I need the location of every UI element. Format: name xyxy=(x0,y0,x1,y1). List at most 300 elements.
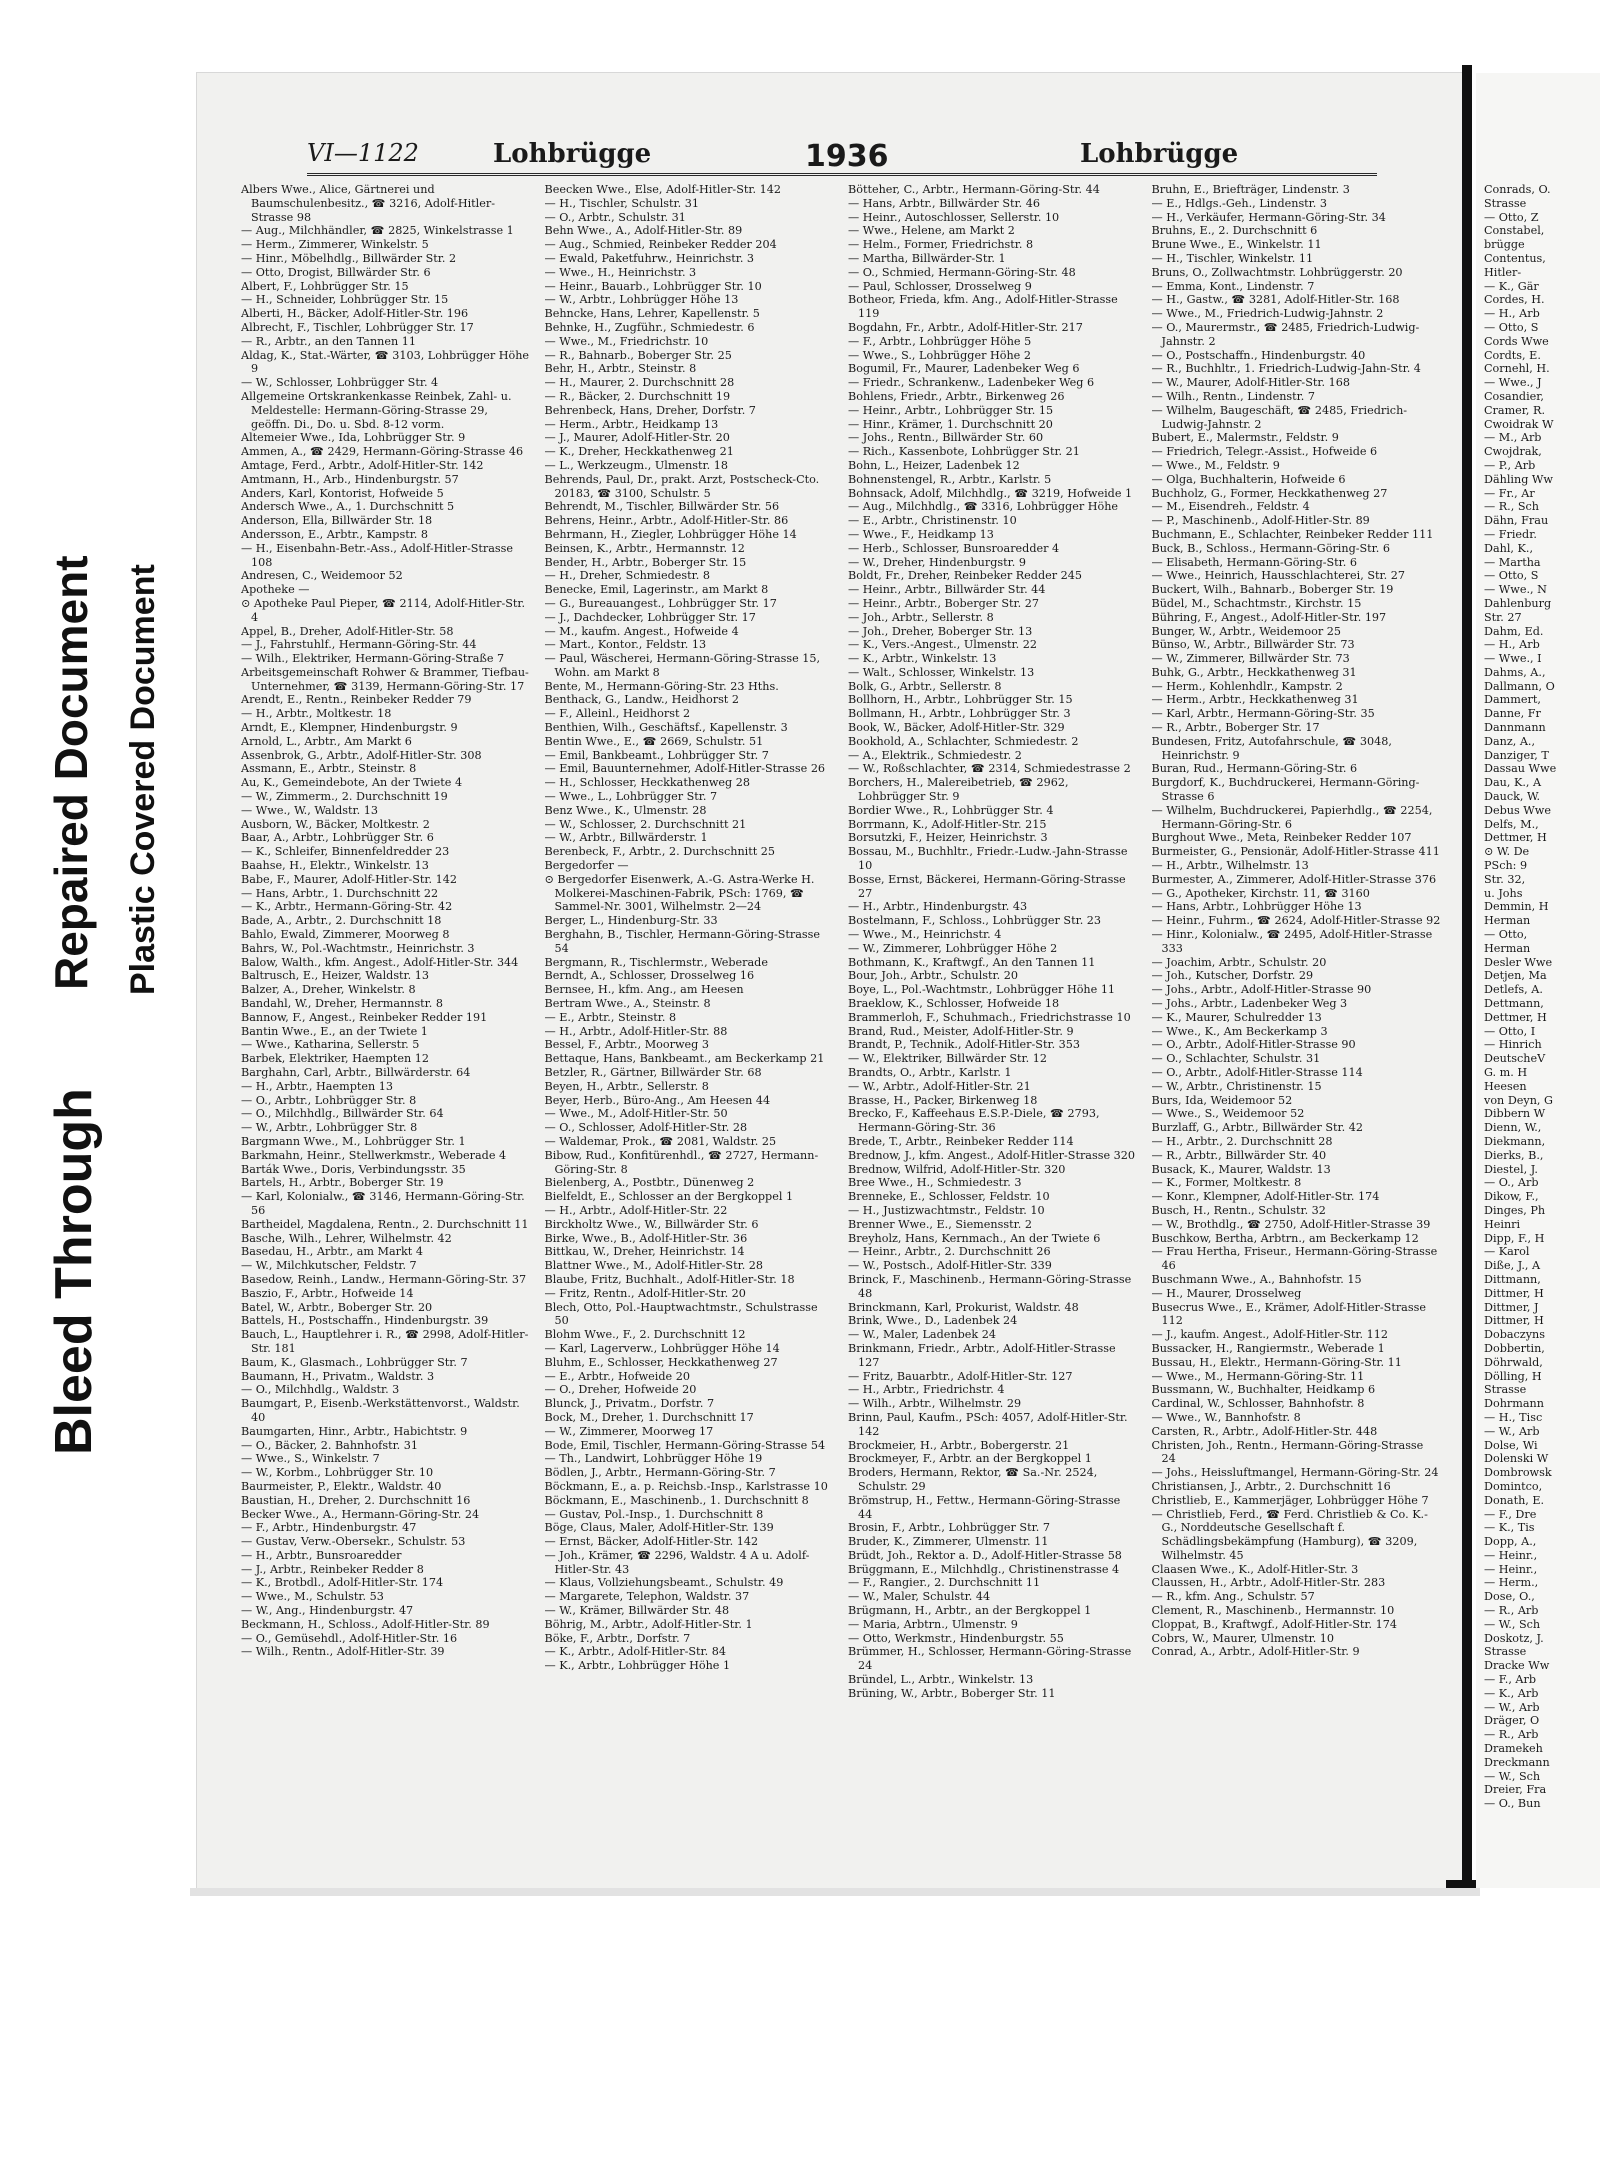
directory-entry: Behrenbeck, Hans, Dreher, Dorfstr. 7 xyxy=(544,403,756,417)
directory-entry: — O., Arbtr., Schulstr. 31 xyxy=(544,210,686,224)
adjacent-page-line: Delfs, M., xyxy=(1484,817,1539,831)
directory-entry: Bartels, H., Arbtr., Boberger Str. 19 xyxy=(241,1176,444,1190)
adjacent-page-line: Cornehl, H. xyxy=(1484,362,1550,376)
directory-entry: — H., Schneider, Lohbrügger Str. 15 xyxy=(241,293,449,307)
adjacent-page-line: Dittmer, H xyxy=(1484,1286,1544,1300)
page-gutter xyxy=(1462,65,1472,1895)
directory-entry: — Mart., Kontor., Feldstr. 13 xyxy=(544,638,707,652)
directory-entry: Altemeier Wwe., Ida, Lohbrügger Str. 9 xyxy=(241,431,466,445)
adjacent-page-line: Dettmer, H xyxy=(1484,831,1547,845)
directory-entry: Cloppat, B., Kraftwgf., Adolf-Hitler-Str. 174 xyxy=(1151,1617,1397,1631)
directory-entry: Bruhn, E., Briefträger, Lindenstr. 3 xyxy=(1151,183,1350,196)
directory-entry: Bossau, M., Buchhltr., Friedr.-Ludw.-Jahn-Strasse 10 xyxy=(848,845,1128,873)
directory-entry: Beinsen, K., Arbtr., Hermannstr. 12 xyxy=(544,541,745,555)
directory-entry: — Maria, Arbtrn., Ulmenstr. 9 xyxy=(848,1617,1018,1631)
directory-entry: — E., Hdlgs.-Geh., Lindenstr. 3 xyxy=(1151,196,1328,210)
directory-entry: Brandt, P., Technik., Adolf-Hitler-Str. 353 xyxy=(848,1038,1081,1052)
directory-entry: — Herm., Kohlenhdlr., Kampstr. 2 xyxy=(1151,679,1343,693)
directory-entry: — W., Schlosser, 2. Durchschnitt 21 xyxy=(544,817,747,831)
directory-entry: Bogdahn, Fr., Arbtr., Adolf-Hitler-Str. 217 xyxy=(848,320,1083,334)
directory-entry: Berndt, A., Schlosser, Drosselweg 16 xyxy=(544,969,755,983)
directory-entry: — H., Arbtr., Adolf-Hitler-Str. 22 xyxy=(544,1203,728,1217)
directory-entry: Bargmann Wwe., M., Lohbrügger Str. 1 xyxy=(241,1134,466,1148)
directory-entry: Betzler, R., Gärtner, Billwärder Str. 68 xyxy=(544,1066,762,1079)
directory-entry: Basedow, Reinh., Landw., Hermann-Göring-Str. 37 xyxy=(241,1272,527,1286)
directory-entry: Bessel, F., Arbtr., Moorweg 3 xyxy=(544,1038,709,1052)
adjacent-page-line: Dobbertin, xyxy=(1484,1341,1545,1355)
directory-entry: — H., Eisenbahn-Betr.-Ass., Adolf-Hitler-Strasse 108 xyxy=(241,541,514,569)
directory-entry: — W., Krämer, Billwärder Str. 48 xyxy=(544,1604,730,1618)
directory-entry: — Joh., Krämer, ☎ 2296, Waldstr. 4 A u. Adolf-Hitler-Str. 43 xyxy=(544,1548,810,1576)
directory-entry: Amtmann, H., Arb., Hindenburgstr. 57 xyxy=(241,472,459,486)
adjacent-page-line: Dahl, K., xyxy=(1484,541,1534,555)
directory-entry: Brümmer, H., Schlosser, Hermann-Göring-Strasse 24 xyxy=(848,1645,1132,1673)
adjacent-page-line: Cordts, E. xyxy=(1484,348,1541,362)
directory-entry: — Aug., Milchhändler, ☎ 2825, Winkelstrasse 1 xyxy=(241,224,514,238)
directory-entry: Allgemeine Ortskrankenkasse Reinbek, Zahl- u. Meldestelle: Hermann-Göring-Strasse 29, geöffn. Di., Do. u. Sbd. 8-12 vorm. xyxy=(241,389,512,431)
directory-entry: Arendt, E., Rentn., Reinbeker Redder 79 xyxy=(241,693,472,707)
directory-entry: Claasen Wwe., K., Adolf-Hitler-Str. 3 xyxy=(1151,1562,1359,1576)
adjacent-page-line: — K., Arb xyxy=(1484,1686,1539,1700)
directory-entry: Brednow, J., kfm. Angest., Adolf-Hitler-Strasse 320 xyxy=(848,1148,1135,1162)
directory-entry: — E., Arbtr., Christinenstr. 10 xyxy=(848,514,1017,528)
directory-entry: — Wilhelm, Baugeschäft, ☎ 2485, Friedrich-Ludwig-Jahnstr. 2 xyxy=(1151,403,1408,431)
directory-entry: Behrendt, M., Tischler, Billwärder Str. 56 xyxy=(544,500,780,514)
directory-entry: Batel, W., Arbtr., Boberger Str. 20 xyxy=(241,1300,433,1314)
directory-entry: Breyholz, Hans, Kernmach., An der Twiete 6 xyxy=(848,1231,1101,1245)
directory-entry: Appel, B., Dreher, Adolf-Hitler-Str. 58 xyxy=(241,624,454,638)
directory-entry: Brüggmann, E., Milchhdlg., Christinenstrasse 4 xyxy=(848,1562,1120,1576)
directory-entry: Brockmeyer, F., Arbtr. an der Bergkoppel 1 xyxy=(848,1452,1092,1466)
directory-entry: — W., Korbm., Lohbrügger Str. 10 xyxy=(241,1466,434,1480)
directory-entry: Bartheidel, Magdalena, Rentn., 2. Durchschnitt 11 xyxy=(241,1217,529,1231)
directory-entry: Bandahl, W., Dreher, Hermannstr. 8 xyxy=(241,997,444,1011)
directory-entry: — Wwe., L., Lohbrügger Str. 7 xyxy=(544,790,718,804)
directory-entry: — Gustav, Pol.-Insp., 1. Durchschnitt 8 xyxy=(544,1507,764,1521)
directory-entry: Baahse, H., Elektr., Winkelstr. 13 xyxy=(241,859,429,873)
directory-entry: Christiansen, J., Arbtr., 2. Durchschnitt 16 xyxy=(1151,1479,1391,1493)
directory-entry: — J., Arbtr., Reinbeker Redder 8 xyxy=(241,1562,424,1576)
directory-entry: — R., Bahnarb., Boberger Str. 25 xyxy=(544,348,732,362)
adjacent-page-line: — Friedr. xyxy=(1484,527,1537,541)
place-name-left: Lohbrügge xyxy=(493,139,652,169)
directory-entry: — Fritz, Rentn., Adolf-Hitler-Str. 20 xyxy=(544,1286,746,1300)
directory-entry: — W., Zimmerer, Lohbrügger Höhe 2 xyxy=(848,941,1058,955)
adjacent-page-line: Dammert, xyxy=(1484,693,1541,707)
directory-entry: Behnke, H., Zugführ., Schmiedestr. 6 xyxy=(544,320,755,334)
directory-entry: Apotheke — xyxy=(241,583,310,597)
directory-entry: Buran, Rud., Hermann-Göring-Str. 6 xyxy=(1151,762,1358,776)
adjacent-page-line: — Heinr., xyxy=(1484,1548,1538,1562)
directory-entry: Birckholtz Wwe., W., Billwärder Str. 6 xyxy=(544,1217,759,1231)
adjacent-page-line: Str. 32, xyxy=(1484,872,1526,886)
directory-entry: — K., Former, Moltkestr. 8 xyxy=(1151,1176,1302,1190)
directory-entry: Bohnsack, Adolf, Milchhdlg., ☎ 3219, Hofweide 1 xyxy=(848,486,1133,500)
directory-entry: Brügmann, H., Arbtr., an der Bergkoppel 1 xyxy=(848,1604,1092,1618)
directory-entry: — Joh., Arbtr., Sellerstr. 8 xyxy=(848,610,994,624)
directory-entry: — O., Milchhdlg., Waldstr. 3 xyxy=(241,1383,400,1397)
directory-entry: — P., Maschinenb., Adolf-Hitler-Str. 89 xyxy=(1151,514,1370,528)
directory-entry: — Johs., Rentn., Billwärder Str. 60 xyxy=(848,431,1044,445)
directory-entry: Buchholz, G., Former, Heckkathenweg 27 xyxy=(1151,486,1388,500)
directory-entry: Brüdt, Joh., Rektor a. D., Adolf-Hitler-Strasse 58 xyxy=(848,1548,1122,1562)
adjacent-page-line: Dettmer, H xyxy=(1484,1010,1547,1024)
directory-entry: Brednow, Wilfrid, Adolf-Hitler-Str. 320 xyxy=(848,1162,1066,1176)
directory-entry: Brenneke, E., Schlosser, Feldstr. 10 xyxy=(848,1190,1050,1204)
directory-entry: Alberti, H., Bäcker, Adolf-Hitler-Str. 196 xyxy=(241,307,469,321)
directory-entry: Assmann, E., Arbtr., Steinstr. 8 xyxy=(241,762,417,776)
directory-entry: — Friedr., Schrankenw., Ladenbeker Weg 6 xyxy=(848,376,1095,390)
directory-entry: Behn Wwe., A., Adolf-Hitler-Str. 89 xyxy=(544,224,743,238)
adjacent-page-line: Cords Wwe xyxy=(1484,334,1549,348)
directory-entry: Berger, L., Hindenburg-Str. 33 xyxy=(544,914,718,928)
adjacent-page-line: Constabel, xyxy=(1484,224,1545,238)
directory-entry: Blunck, J., Privatm., Dorfstr. 7 xyxy=(544,1397,715,1411)
adjacent-page-line: Hitler- xyxy=(1484,265,1522,279)
directory-entry: — O., Gemüsehdl., Adolf-Hitler-Str. 16 xyxy=(241,1631,458,1645)
directory-entry: Bergedorfer — xyxy=(544,859,629,873)
entry-column-2 xyxy=(545,183,835,1873)
directory-entry: — H., Arbtr., Wilhelmstr. 13 xyxy=(1151,859,1309,873)
directory-entry: Arbeitsgemeinschaft Rohwer & Brammer, Tiefbau-Unternehmer, ☎ 3139, Hermann-Göring-Str. 17 xyxy=(241,665,529,693)
directory-entry: Boye, L., Pol.-Wachtmstr., Lohbrügger Höhe 11 xyxy=(848,983,1116,997)
entry-column-1 xyxy=(241,183,531,1873)
adjacent-page-line: — R., Sch xyxy=(1484,500,1539,514)
plastic-covered-label: Plastic Covered Document xyxy=(124,564,162,995)
directory-entry: — Emma, Kont., Lindenstr. 7 xyxy=(1151,279,1315,293)
directory-entry: Bauch, L., Hauptlehrer i. R., ☎ 2998, Adolf-Hitler-Str. 181 xyxy=(241,1328,529,1355)
directory-entry: — Th., Landwirt, Lohbrügger Höhe 19 xyxy=(544,1452,763,1466)
adjacent-page-line: Danziger, T xyxy=(1484,748,1549,762)
directory-entry: — Wwe., S., Lohbrügger Höhe 2 xyxy=(848,348,1031,362)
directory-entry: Bahrs, W., Pol.-Wachtmstr., Heinrichstr. 3 xyxy=(241,941,475,955)
adjacent-page-line: — P., Arb xyxy=(1484,458,1536,472)
directory-entry: — Wilh., Rentn., Lindenstr. 7 xyxy=(1151,389,1315,403)
adjacent-page-line: Dose, O., xyxy=(1484,1590,1535,1604)
directory-entry: Buck, B., Schloss., Hermann-Göring-Str. 6 xyxy=(1151,541,1391,555)
directory-entry: Bibow, Rud., Konfitürenhdl., ☎ 2727, Hermann-Göring-Str. 8 xyxy=(544,1148,819,1176)
directory-entry: — J., Fahrstuhlf., Hermann-Göring-Str. 44 xyxy=(241,638,477,652)
adjacent-page-line: Döhrwald, xyxy=(1484,1355,1543,1369)
directory-entry: — Hans, Arbtr., Lohbrügger Höhe 13 xyxy=(1151,900,1362,914)
directory-entry: — Herm., Arbtr., Heckkathenweg 31 xyxy=(1151,693,1359,707)
directory-entry: — Martha, Billwärder-Str. 1 xyxy=(848,251,1006,265)
directory-entry: — O., Arbtr., Adolf-Hitler-Strasse 90 xyxy=(1151,1038,1356,1052)
directory-entry: Böckmann, E., Maschinenb., 1. Durchschnitt 8 xyxy=(544,1493,809,1507)
directory-entry: — Joh., Kutscher, Dorfstr. 29 xyxy=(1151,969,1314,983)
directory-entry: — F., Arbtr., Hindenburgstr. 47 xyxy=(241,1521,417,1535)
repaired-document-label: Repaired Document xyxy=(45,555,97,990)
directory-entry: — W., Arbtr., Lohbrügger Höhe 13 xyxy=(544,293,739,307)
directory-entry: Behr, H., Arbtr., Steinstr. 8 xyxy=(544,362,697,376)
directory-entry: Brenner Wwe., E., Siemensstr. 2 xyxy=(848,1217,1032,1231)
directory-entry: Bohn, L., Heizer, Ladenbek 12 xyxy=(848,458,1020,472)
directory-entry: — Hinr., Möbelhdlg., Billwärder Str. 2 xyxy=(241,251,457,265)
directory-entry: — K., Arbtr., Hermann-Göring-Str. 42 xyxy=(241,900,453,914)
directory-entry: Böke, F., Arbtr., Dorfstr. 7 xyxy=(544,1631,691,1645)
directory-entry: — W., Maler, Schulstr. 44 xyxy=(848,1590,991,1604)
directory-entry: Barghahn, Carl, Arbtr., Billwärderstr. 64 xyxy=(241,1066,471,1079)
directory-entry: — R., kfm. Ang., Schulstr. 57 xyxy=(1151,1590,1315,1604)
directory-entry: Brandts, O., Arbtr., Karlstr. 1 xyxy=(848,1066,1012,1079)
directory-entry: Aldag, K., Stat.-Wärter, ☎ 3103, Lohbrügger Höhe 9 xyxy=(241,348,530,376)
directory-entry: — Johs., Arbtr., Ladenbeker Weg 3 xyxy=(1151,997,1348,1011)
directory-entry: Brosin, F., Arbtr., Lohbrügger Str. 7 xyxy=(848,1521,1050,1535)
adjacent-page-line: — K., Tis xyxy=(1484,1521,1535,1535)
directory-entry: Albrecht, F., Tischler, Lohbrügger Str. 17 xyxy=(241,320,474,334)
directory-entry: Anderson, Ella, Billwärder Str. 18 xyxy=(241,514,433,528)
directory-entry: — Hinr., Kolonialw., ☎ 2495, Adolf-Hitler-Strasse 333 xyxy=(1151,928,1433,955)
directory-entry: — R., Buchhltr., 1. Friedrich-Ludwig-Jahn-Str. 4 xyxy=(1151,362,1421,376)
directory-entry: Bahlo, Ewald, Zimmerer, Moorweg 8 xyxy=(241,928,450,942)
directory-entry: — F., Rangier., 2. Durchschnitt 11 xyxy=(848,1576,1041,1590)
adjacent-page-line: Dreier, Fra xyxy=(1484,1783,1547,1797)
directory-entry: — Wwe., W., Waldstr. 13 xyxy=(241,803,378,817)
directory-entry: Bundesen, Fritz, Autofahrschule, ☎ 3048, Heinrichstr. 9 xyxy=(1151,734,1392,762)
directory-entry: — Wwe., S., Weidemoor 52 xyxy=(1151,1107,1305,1121)
page-bottom-edge xyxy=(190,1888,1480,1896)
adjacent-page-line: Detjen, Ma xyxy=(1484,969,1547,983)
directory-entry: Brömstrup, H., Fettw., Hermann-Göring-Strasse 44 xyxy=(848,1493,1121,1521)
directory-page xyxy=(197,73,1465,1888)
directory-entry: Brüning, W., Arbtr., Boberger Str. 11 xyxy=(848,1686,1056,1700)
directory-entry: — Heinr., Arbtr., Billwärder Str. 44 xyxy=(848,583,1046,597)
directory-entry: — G., Bureauangest., Lohbrügger Str. 17 xyxy=(544,596,777,610)
directory-entry: Bookhold, A., Schlachter, Schmiedestr. 2 xyxy=(848,734,1079,748)
directory-entry: — Waldemar, Prok., ☎ 2081, Waldstr. 25 xyxy=(544,1134,777,1148)
directory-entry: — Wwe., S., Winkelstr. 7 xyxy=(241,1452,380,1466)
directory-entry: — Aug., Milchhdlg., ☎ 3316, Lohbrügger Höhe xyxy=(848,500,1119,514)
directory-entry: — Otto, Werkmstr., Hindenburgstr. 55 xyxy=(848,1631,1064,1645)
directory-entry: Amtage, Ferd., Arbtr., Adolf-Hitler-Str. 142 xyxy=(241,458,484,472)
directory-entry: — A., Elektrik., Schmiedestr. 2 xyxy=(848,748,1022,762)
adjacent-page-line: Detlefs, A. xyxy=(1484,983,1543,997)
directory-entry: Burs, Ida, Weidemoor 52 xyxy=(1151,1093,1293,1107)
directory-entry: Bruhns, E., 2. Durchschnitt 6 xyxy=(1151,224,1318,238)
directory-entry: Blech, Otto, Pol.-Hauptwachtmstr., Schulstrasse 50 xyxy=(544,1300,818,1328)
directory-entry: — Konr., Klempner, Adolf-Hitler-Str. 174 xyxy=(1151,1190,1380,1204)
directory-entry: — Elisabeth, Hermann-Göring-Str. 6 xyxy=(1151,555,1358,569)
adjacent-page-line: DeutscheV xyxy=(1484,1052,1546,1066)
adjacent-page-line: Dolse, Wi xyxy=(1484,1438,1538,1452)
directory-entry: — Heinr., Arbtr., Lohbrügger Str. 15 xyxy=(848,403,1054,417)
directory-entry: — Christlieb, Ferd., ☎ Ferd. Christlieb & Co. K.-G., Norddeutsche Gesellschaft f. Schädlingsbekämpfung (Hamburg), ☎ 3209, Wilhelmstr. 45 xyxy=(1151,1507,1428,1562)
directory-entry: — J., Dachdecker, Lohbrügger Str. 17 xyxy=(544,610,756,624)
adjacent-page-line: Cosandier, xyxy=(1484,389,1544,403)
directory-entry: Baltrusch, E., Heizer, Waldstr. 13 xyxy=(241,969,430,983)
directory-entry: Buckert, Wilh., Bahnarb., Boberger Str. 19 xyxy=(1151,583,1394,597)
directory-entry: Burmester, A., Zimmerer, Adolf-Hitler-Strasse 376 xyxy=(1151,872,1437,886)
directory-entry: Busack, K., Maurer, Waldstr. 13 xyxy=(1151,1162,1331,1176)
directory-entry: — Emil, Bauunternehmer, Adolf-Hitler-Strasse 26 xyxy=(544,762,826,776)
adjacent-page-line: Dohrmann xyxy=(1484,1397,1544,1411)
directory-entry: Böge, Claus, Maler, Adolf-Hitler-Str. 139 xyxy=(544,1521,774,1535)
directory-entry: — O., Schlosser, Adolf-Hitler-Str. 28 xyxy=(544,1121,748,1135)
adjacent-page-line: Dopp, A., xyxy=(1484,1535,1537,1549)
directory-entry: Anders, Karl, Kontorist, Hofweide 5 xyxy=(241,486,444,500)
adjacent-page-line: ⊙ W. De xyxy=(1484,845,1530,859)
directory-entry: Bree Wwe., H., Schmiedestr. 3 xyxy=(848,1176,1022,1190)
place-name-right: Lohbrügge xyxy=(1080,139,1239,169)
directory-entry: — O., Schmied, Hermann-Göring-Str. 48 xyxy=(848,265,1076,279)
directory-entry: — K., Arbtr., Winkelstr. 13 xyxy=(848,652,997,666)
directory-entry: Claussen, H., Arbtr., Adolf-Hitler-Str. 283 xyxy=(1151,1576,1386,1590)
directory-entry: — W., Milchkutscher, Feldstr. 7 xyxy=(241,1259,417,1273)
directory-entry: — W., Postsch., Adolf-Hitler-Str. 339 xyxy=(848,1259,1052,1273)
directory-entry: Brand, Rud., Meister, Adolf-Hitler-Str. 9 xyxy=(848,1024,1074,1038)
directory-entry: Bordier Wwe., R., Lohbrügger Str. 4 xyxy=(848,803,1054,817)
directory-entry: — Wwe., H., Heinrichstr. 3 xyxy=(544,265,697,279)
directory-entry: Bothmann, K., Kraftwgf., An den Tannen 11 xyxy=(848,955,1096,969)
directory-entry: — Heinr., Fuhrm., ☎ 2624, Adolf-Hitler-Strasse 92 xyxy=(1151,914,1441,928)
adjacent-page-line: Contentus, xyxy=(1484,251,1546,265)
directory-entry: Behrends, Paul, Dr., prakt. Arzt, Postscheck-Cto. 20183, ☎ 3100, Schulstr. 5 xyxy=(544,472,820,500)
entry-column-4 xyxy=(1152,183,1442,1873)
adjacent-page-line: Diße, J., A xyxy=(1484,1259,1541,1273)
directory-entry: — H., Justizwachtmstr., Feldstr. 10 xyxy=(848,1203,1045,1217)
directory-entry: — O., Maurermstr., ☎ 2485, Friedrich-Ludwig-Jahnstr. 2 xyxy=(1151,320,1420,348)
adjacent-page-line: — Wwe., I xyxy=(1484,652,1542,666)
directory-entry: — Hinr., Krämer, 1. Durchschnitt 20 xyxy=(848,417,1053,431)
adjacent-page-line: Dombrowsk xyxy=(1484,1466,1552,1480)
directory-entry: Büdel, M., Schachtmstr., Kirchstr. 15 xyxy=(1151,596,1362,610)
adjacent-page-line: Cwoidrak W xyxy=(1484,417,1554,431)
directory-entry: — Friedrich, Telegr.-Assist., Hofweide 6 xyxy=(1151,445,1378,459)
adjacent-page-line: — W., Arb xyxy=(1484,1424,1540,1438)
directory-entry: — Heinr., Arbtr., 2. Durchschnitt 26 xyxy=(848,1245,1051,1259)
directory-entry: — Wwe., K., Am Beckerkamp 3 xyxy=(1151,1024,1328,1038)
adjacent-page-line: Heesen xyxy=(1484,1079,1527,1093)
directory-entry: Bittkau, W., Dreher, Heinrichstr. 14 xyxy=(544,1245,745,1259)
directory-entry: Behrens, Heinr., Arbtr., Adolf-Hitler-Str. 86 xyxy=(544,514,789,528)
directory-entry: — W., Roßschlachter, ☎ 2314, Schmiedestrasse 2 xyxy=(848,762,1131,776)
adjacent-page-line: — Otto, xyxy=(1484,928,1528,942)
directory-entry: — H., Arbtr., Adolf-Hitler-Str. 88 xyxy=(544,1024,728,1038)
directory-entry: Clement, R., Maschinenb., Hermannstr. 10 xyxy=(1151,1604,1395,1618)
directory-entry: — F., Alleinl., Heidhorst 2 xyxy=(544,707,691,721)
directory-entry: Busch, H., Rentn., Schulstr. 32 xyxy=(1151,1203,1326,1217)
directory-entry: Burzlaff, G., Arbtr., Billwärder Str. 42 xyxy=(1151,1121,1364,1135)
directory-entry: Behncke, Hans, Lehrer, Kapellenstr. 5 xyxy=(544,307,760,321)
directory-entry: Bielfeldt, E., Schlosser an der Bergkoppel 1 xyxy=(544,1190,794,1204)
directory-entry: — W., Dreher, Hindenburgstr. 9 xyxy=(848,555,1026,569)
directory-entry: — G., Apotheker, Kirchstr. 11, ☎ 3160 xyxy=(1151,886,1370,900)
directory-entry: Brasse, H., Packer, Birkenweg 18 xyxy=(848,1093,1038,1107)
adjacent-page-line: Heinri xyxy=(1484,1217,1521,1231)
directory-entry: Basche, Wilh., Lehrer, Wilhelmstr. 42 xyxy=(241,1231,452,1245)
directory-entry: — O., Arbtr., Lohbrügger Str. 8 xyxy=(241,1093,417,1107)
directory-entry: — W., Zimmerer, Moorweg 17 xyxy=(544,1424,714,1438)
directory-entry: — O., Schlachter, Schulstr. 31 xyxy=(1151,1052,1321,1066)
bleed-through-label: Bleed Through xyxy=(45,1088,103,1455)
directory-entry: Behrmann, H., Ziegler, Lohbrügger Höhe 14 xyxy=(544,527,797,541)
directory-entry: Bussacker, H., Rangiermstr., Weberade 1 xyxy=(1151,1341,1385,1355)
directory-entry: — E., Arbtr., Steinstr. 8 xyxy=(544,1010,677,1024)
directory-entry: — H., Arbtr., Haempten 13 xyxy=(241,1079,393,1093)
directory-entry: — W., Elektriker, Billwärder Str. 12 xyxy=(848,1052,1048,1066)
adjacent-page-line: Debus Wwe xyxy=(1484,803,1551,817)
adjacent-page-line: — K., Gär xyxy=(1484,279,1539,293)
directory-entry: — H., Arbtr., Bunsroaredder xyxy=(241,1548,402,1562)
entry-columns xyxy=(241,183,1441,1873)
adjacent-page-line: Dauck, W. xyxy=(1484,790,1541,804)
directory-entry: Bentin Wwe., E., ☎ 2669, Schulstr. 51 xyxy=(544,734,764,748)
directory-entry: Braeklow, K., Schlosser, Hofweide 18 xyxy=(848,997,1060,1011)
directory-entry: Bründel, L., Arbtr., Winkelstr. 13 xyxy=(848,1673,1034,1687)
adjacent-page-line: Dassau Wwe xyxy=(1484,762,1557,776)
directory-entry: Baar, A., Arbtr., Lohbrügger Str. 6 xyxy=(241,831,434,845)
directory-entry: — Fritz, Bauarbtr., Adolf-Hitler-Str. 127 xyxy=(848,1369,1073,1383)
directory-entry: — Margarete, Telephon, Waldstr. 37 xyxy=(544,1590,750,1604)
directory-entry: — W., Zimmerer, Billwärder Str. 73 xyxy=(1151,652,1350,666)
directory-entry: Brammerloh, F., Schuhmach., Friedrichstrasse 10 xyxy=(848,1010,1131,1024)
adjacent-page-line: Dienn, W., xyxy=(1484,1121,1542,1135)
adjacent-page-line: — Otto, I xyxy=(1484,1024,1536,1038)
directory-entry: Assenbrok, G., Arbtr., Adolf-Hitler-Str. 308 xyxy=(241,748,482,762)
directory-entry: — Wwe., Heinrich, Hausschlachterei, Str. 27 xyxy=(1151,569,1405,583)
adjacent-page-line: — F., Dre xyxy=(1484,1507,1537,1521)
adjacent-page-line: Dau, K., A xyxy=(1484,776,1542,790)
directory-entry: ⊙ Apotheke Paul Pieper, ☎ 2114, Adolf-Hitler-Str. 4 xyxy=(241,596,526,624)
directory-entry: — Wwe., M., Schulstr. 53 xyxy=(241,1590,384,1604)
directory-entry: — Walt., Schlosser, Winkelstr. 13 xyxy=(848,665,1035,679)
directory-entry: — Karl, Kolonialw., ☎ 3146, Hermann-Göring-Str. 56 xyxy=(241,1190,525,1217)
adjacent-page-line: — Wwe., J xyxy=(1484,376,1542,390)
directory-entry: — Joh., Dreher, Boberger Str. 13 xyxy=(848,624,1033,638)
directory-entry: Bussau, H., Elektr., Hermann-Göring-Str. 11 xyxy=(1151,1355,1402,1369)
directory-entry: — R., Arbtr., Boberger Str. 17 xyxy=(1151,721,1320,735)
directory-entry: Brockmeier, H., Arbtr., Bobergerstr. 21 xyxy=(848,1438,1070,1452)
directory-entry: — H., Dreher, Schmiedestr. 8 xyxy=(544,569,710,583)
adjacent-page-line: G. m. H xyxy=(1484,1066,1528,1079)
directory-entry: Bunger, W., Arbtr., Weidemoor 25 xyxy=(1151,624,1342,638)
directory-entry: — Johs., Heissluftmangel, Hermann-Göring-Str. 24 xyxy=(1151,1466,1439,1480)
directory-entry: — W., Brothdlg., ☎ 2750, Adolf-Hitler-Strasse 39 xyxy=(1151,1217,1431,1231)
directory-entry: — H., Maurer, 2. Durchschnitt 28 xyxy=(544,376,735,390)
adjacent-page-line: Dipp, F., H xyxy=(1484,1231,1545,1245)
adjacent-page-line: Dracke Ww xyxy=(1484,1659,1550,1673)
adjacent-page-line: Strasse xyxy=(1484,1383,1527,1397)
directory-entry: Bussmann, W., Buchhalter, Heidkamp 6 xyxy=(1151,1383,1376,1397)
directory-entry: — Wilh., Rentn., Adolf-Hitler-Str. 39 xyxy=(241,1645,445,1659)
directory-entry: — H., Arbtr., 2. Durchschnitt 28 xyxy=(1151,1134,1333,1148)
directory-entry: Busecrus Wwe., E., Krämer, Adolf-Hitler-Strasse 112 xyxy=(1151,1300,1426,1328)
directory-entry: Bünso, W., Arbtr., Billwärder Str. 73 xyxy=(1151,638,1355,652)
directory-entry: — F., Arbtr., Lohbrügger Höhe 5 xyxy=(848,334,1032,348)
adjacent-page-lines xyxy=(1484,183,1600,1811)
directory-entry: Baurmeister, P., Elektr., Waldstr. 40 xyxy=(241,1479,442,1493)
adjacent-page-line: — R., Arb xyxy=(1484,1728,1539,1742)
directory-entry: — Hans, Arbtr., 1. Durchschnitt 22 xyxy=(241,886,439,900)
adjacent-page-line: Dettmann, xyxy=(1484,997,1544,1011)
adjacent-page-line: Dibbern W xyxy=(1484,1107,1546,1121)
directory-entry: — R., Bäcker, 2. Durchschnitt 19 xyxy=(544,389,731,403)
directory-entry: Benthien, Wilh., Geschäftsf., Kapellenstr. 3 xyxy=(544,721,788,735)
directory-entry: Blattner Wwe., M., Adolf-Hitler-Str. 28 xyxy=(544,1259,764,1273)
adjacent-page-line: Dallmann, O xyxy=(1484,679,1555,693)
directory-entry: — J., kaufm. Angest., Adolf-Hitler-Str. 112 xyxy=(1151,1328,1388,1342)
directory-entry: — Hans, Arbtr., Billwärder Str. 46 xyxy=(848,196,1040,210)
adjacent-page-line: Dahlenburg xyxy=(1484,596,1552,610)
directory-entry: Brune Wwe., E., Winkelstr. 11 xyxy=(1151,238,1322,252)
directory-entry: — Frau Hertha, Friseur., Hermann-Göring-Strasse 46 xyxy=(1151,1245,1438,1273)
directory-entry: — R., Arbtr., Billwärder Str. 40 xyxy=(1151,1148,1327,1162)
directory-entry: Broders, Hermann, Rektor, ☎ Sa.-Nr. 2524, Schulstr. 29 xyxy=(848,1466,1098,1493)
directory-entry: Bühring, F., Angest., Adolf-Hitler-Str. 197 xyxy=(1151,610,1387,624)
directory-entry: Bödlen, J., Arbtr., Hermann-Göring-Str. 7 xyxy=(544,1466,776,1480)
directory-entry: Burmeister, G., Pensionär, Adolf-Hitler-Strasse 411 xyxy=(1151,845,1440,859)
directory-entry: Bode, Emil, Tischler, Hermann-Göring-Strasse 54 xyxy=(544,1438,826,1452)
